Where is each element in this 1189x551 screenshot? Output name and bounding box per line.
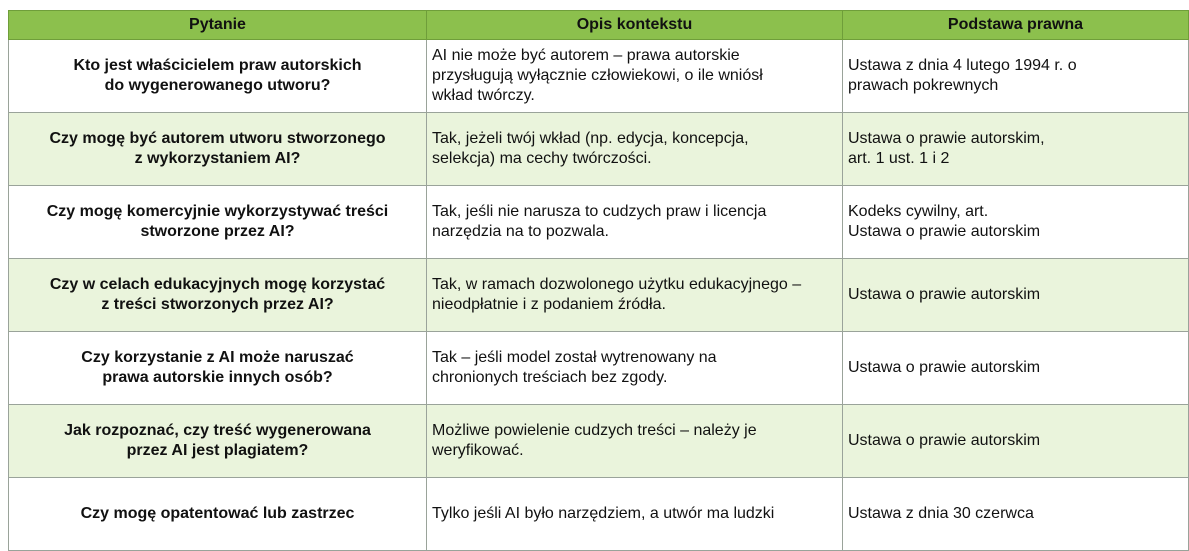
legal-basis-cell — [843, 186, 1189, 259]
legal-basis-text: Ustawa z dnia 4 lutego 1994 r. o prawach pokrewnych — [848, 57, 1077, 94]
question-cell — [9, 259, 427, 332]
context-cell — [427, 332, 843, 405]
context-cell — [427, 478, 843, 551]
legal-basis-cell — [843, 40, 1189, 113]
header-context: Opis kontekstu — [427, 11, 843, 40]
question-text: Czy korzystanie z AI może naruszać prawa autorskie innych osób? — [81, 349, 354, 386]
question-cell — [9, 186, 427, 259]
legal-basis-cell — [843, 332, 1189, 405]
question-cell — [9, 332, 427, 405]
context-text: Tylko jeśli AI było narzędziem, a utwór ma ludzki — [432, 505, 775, 522]
context-cell — [427, 259, 843, 332]
legal-basis-text: Ustawa o prawie autorskim — [848, 432, 1041, 449]
question-text: Czy w celach edukacyjnych mogę korzystać z treści stworzonych przez AI? — [49, 276, 386, 313]
question-cell — [9, 113, 427, 186]
table-row — [9, 186, 1189, 259]
legal-basis-text: Ustawa o prawie autorskim — [848, 286, 1041, 303]
legal-basis-text: Ustawa o prawie autorskim, art. 1 ust. 1 i 2 — [848, 130, 1045, 167]
context-text: AI nie może być autorem – prawa autorskie przysługują wyłącznie człowiekowi, o ile wniósł wkład twórczy. — [432, 47, 763, 104]
context-text: Tak, jeśli nie narusza to cudzych praw i licencja narzędzia na to pozwala. — [432, 203, 767, 240]
question-cell — [9, 40, 427, 113]
legal-faq-table — [8, 10, 1189, 551]
context-text: Tak – jeśli model został wytrenowany na chronionych treściach bez zgody. — [432, 349, 717, 386]
context-cell — [427, 40, 843, 113]
legal-basis-text: Ustawa z dnia 30 czerwca — [848, 505, 1034, 522]
question-cell — [9, 478, 427, 551]
question-text: Czy mogę opatentować lub zastrzec — [80, 505, 355, 522]
header-legal-basis: Podstawa prawna — [843, 11, 1189, 40]
question-cell — [9, 405, 427, 478]
question-text: Jak rozpoznać, czy treść wygenerowana przez AI jest plagiatem? — [64, 422, 371, 459]
context-cell — [427, 405, 843, 478]
question-text: Czy mogę być autorem utworu stworzonego z wykorzystaniem AI? — [49, 130, 386, 167]
question-text: Kto jest właścicielem praw autorskich do wygenerowanego utworu? — [73, 57, 362, 94]
context-text: Możliwe powielenie cudzych treści – należy je weryfikować. — [432, 422, 757, 459]
context-cell — [427, 186, 843, 259]
context-text: Tak, jeżeli twój wkład (np. edycja, koncepcja, selekcja) ma cechy twórczości. — [432, 130, 749, 167]
context-cell — [427, 113, 843, 186]
header-question: Pytanie — [9, 11, 427, 40]
table-row — [9, 332, 1189, 405]
legal-basis-cell — [843, 478, 1189, 551]
context-text: Tak, w ramach dozwolonego użytku edukacyjnego – nieodpłatnie i z podaniem źródła. — [432, 276, 802, 313]
table-header-row — [9, 11, 1189, 40]
table-row — [9, 478, 1189, 551]
table-row — [9, 113, 1189, 186]
question-text: Czy mogę komercyjnie wykorzystywać treści stworzone przez AI? — [46, 203, 389, 240]
legal-basis-cell — [843, 405, 1189, 478]
table-row — [9, 40, 1189, 113]
legal-basis-text: Kodeks cywilny, art. Ustawa o prawie autorskim — [848, 203, 1041, 240]
table-row — [9, 259, 1189, 332]
legal-basis-cell — [843, 113, 1189, 186]
table-row — [9, 405, 1189, 478]
legal-basis-text: Ustawa o prawie autorskim — [848, 359, 1041, 376]
legal-basis-cell — [843, 259, 1189, 332]
